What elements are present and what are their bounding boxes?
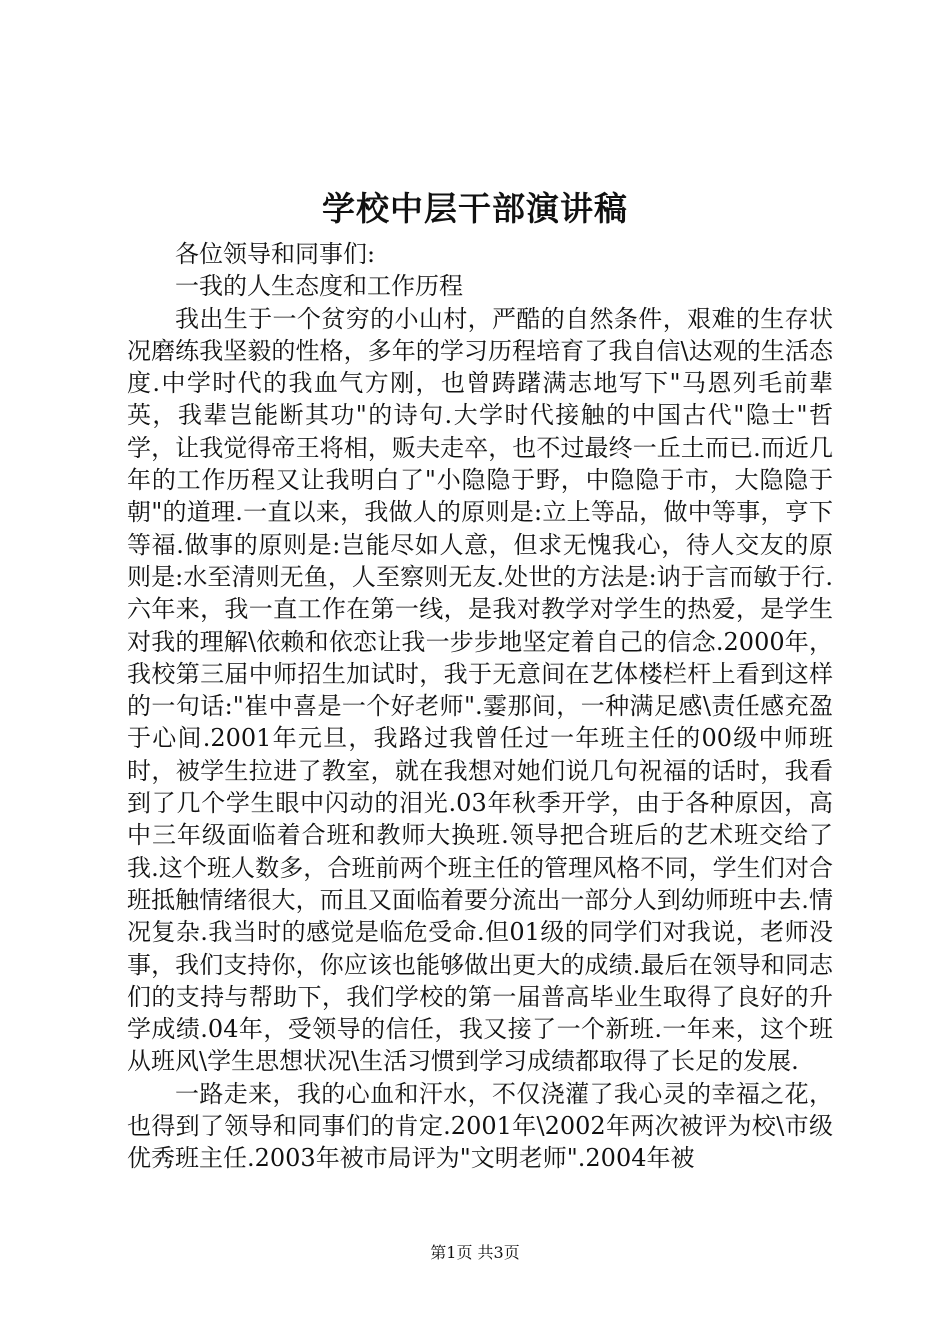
section-heading-paragraph: 一我的人生态度和工作历程 bbox=[175, 272, 463, 301]
body-paragraph: 一路走来，我的心血和汗水，不仅浇灌了我心灵的幸福之花，也得到了领导和同事们的肯定.2001年\2002年两次被评为校\市级优秀班主任.2003年被市局评为"文明老师".2004年被 bbox=[127, 1079, 833, 1173]
document-title: 学校中层干部演讲稿 bbox=[322, 189, 628, 228]
body-paragraph: 我出生于一个贫穷的小山村，严酷的自然条件，艰难的生存状况磨练我坚毅的性格，多年的学习历程培育了我自信\达观的生活态度.中学时代的我血气方刚，也曾踌躇满志地写下"马恩列毛前辈英，我辈岂能断其功"的诗句.大学时代接触的中国古代"隐士"哲学，让我觉得帝王将相，贩夫走卒，也不过最终一丘土而已.而近几年的工作历程又让我明白了"小隐隐于野，中隐隐于市，大隐隐于朝"的道理.一直以来，我做人的原则是:立上等品，做中等事，亨下等福.做事的原则是:岂能尽如人意，但求无愧我心，待人交友的原则是:水至清则无鱼，人至察则无友.处世的方法是:讷于言而敏于行.六年来，我一直工作在第一线，是我对教学对学生的热爱，是学生对我的理解\依赖和依恋让我一步步地坚定着自己的信念.2000年，我校第三届中师招生加试时，我于无意间在艺体楼栏杆上看到这样的一句话:"崔中喜是一个好老师".霎那间，一种满足感\责任感充盈于心间.2001年元旦，我路过我曾任过一年班主任的00级中师班时，被学生拉进了教室，就在我想对她们说几句祝福的话时，我看到了几个学生眼中闪动的泪光.03年秋季开学，由于各种原因，高中三年级面临着合班和教师大换班.领导把合班后的艺术班交给了我.这个班人数多，合班前两个班主任的管理风格不同，学生们对合班抵触情绪很大，而且又面临着要分流出一部分人到幼师班中去.情况复杂.我当时的感觉是临危受命.但01级的同学们对我说，老师没事，我们支持你，你应该也能够做出更大的成绩.最后在领导和同志们的支持与帮助下，我们学校的第一届普高毕业生取得了良好的升学成绩.04年，受领导的信任，我又接了一个新班.一年来，这个班从班风\学生思想状况\生活习惯到学习成绩都取得了长足的发展. bbox=[127, 304, 833, 1076]
document-body bbox=[127, 238, 833, 1175]
salutation-paragraph: 各位领导和同事们: bbox=[175, 240, 376, 268]
page-number-footer: 第1页 共3页 bbox=[430, 1243, 520, 1262]
